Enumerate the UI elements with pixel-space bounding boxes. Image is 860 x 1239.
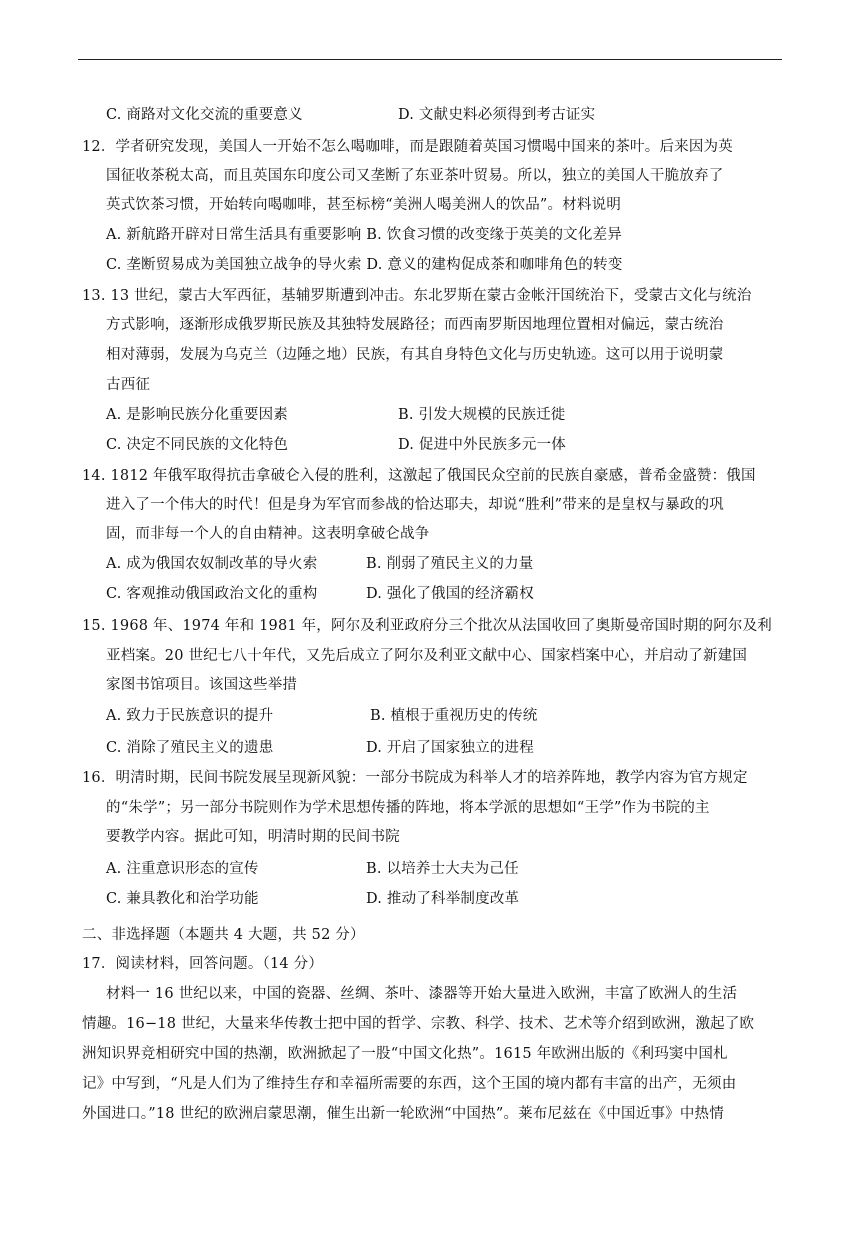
q14-option-b: B. 削弱了殖民主义的力量 [366,556,534,572]
q15-option-a: A. 致力于民族意识的提升 [106,708,274,724]
q16-option-b: B. 以培养士大夫为己任 [366,861,519,877]
q15-option-d: D. 开启了国家独立的进程 [366,740,534,756]
q14-stem-line-3: 固，而非每一个人的自由精神。这表明拿破仑战争 [106,526,430,542]
q12-stem-line-1: 12．学者研究发现，美国人一开始不怎么喝咖啡，而是跟随着英国习惯喝中国来的茶叶。后来因为英 [82,139,733,155]
q16-option-c: C. 兼具教化和治学功能 [106,891,259,907]
q13-option-c: C. 决定不同民族的文化特色 [106,437,289,453]
q17-stem: 17．阅读材料，回答问题。（14 分） [82,956,324,972]
q15-stem-line-2: 亚档案。20 世纪七八十年代，又先后成立了阿尔及利亚文献中心、国家档案中心，并启动了新建国 [106,648,748,664]
q13-option-b: B. 引发大规模的民族迁徙 [398,407,566,423]
section-heading: 二、非选择题（本题共 4 大题，共 52 分） [82,927,365,943]
q15-stem-line-3: 家图书馆项目。该国这些举措 [106,677,298,693]
q17-material-line-4: 记》中写到，“凡是人们为了维持生存和幸福所需要的东西，这个王国的境内都有丰富的出产，无须由 [82,1076,737,1092]
q14-stem-line-1: 14. 1812 年俄军取得抗击拿破仑入侵的胜利，这激起了俄国民众空前的民族自豪感，普希金盛赞：俄国 [82,468,756,484]
q13-stem-line-2: 方式影响，逐渐形成俄罗斯民族及其独特发展路径；而西南罗斯因地理位置相对偏远，蒙古统治 [106,317,724,333]
q14-option-c: C. 客观推动俄国政治文化的重构 [106,586,318,602]
q13-option-d: D. 促进中外民族多元一体 [398,437,566,453]
q14-option-a: A. 成为俄国农奴制改革的导火索 [106,556,318,572]
q17-material-line-3: 洲知识界竞相研究中国的热潮，欧洲掀起了一股“中国文化热”。1615 年欧洲出版的《利玛窦中国札 [82,1046,728,1062]
q17-material-line-5: 外国进口。”18 世纪的欧洲启蒙思潮，催生出新一轮欧洲“中国热”。莱布尼兹在《中国近事》中热情 [82,1106,724,1122]
q12-options-cd: C. 垄断贸易成为美国独立战争的导火索 D. 意义的建构促成茶和咖啡角色的转变 [106,257,623,273]
q16-option-d: D. 推动了科举制度改革 [366,891,520,907]
q15-option-c: C. 消除了殖民主义的遗患 [106,740,274,756]
q15-stem-line-1: 15. 1968 年、1974 年和 1981 年，阿尔及利亚政府分三个批次从法国收回了奥斯曼帝国时期的阿尔及利 [82,618,773,634]
q14-option-d: D. 强化了俄国的经济霸权 [366,586,534,602]
q13-stem-line-1: 13. 13 世纪，蒙古大军西征，基辅罗斯遭到冲击。东北罗斯在蒙古金帐汗国统治下，受蒙古文化与统治 [82,288,752,304]
header-rule [78,59,782,60]
q16-stem-line-1: 16．明清时期，民间书院发展呈现新风貌：一部分书院成为科举人才的培养阵地，教学内容为官方规定 [82,770,748,786]
q13-option-a: A. 是影响民族分化重要因素 [106,407,288,423]
q11-option-d: D. 文献史料必须得到考古证实 [398,107,596,123]
q12-stem-line-2: 国征收茶税太高，而且英国东印度公司又垄断了东亚茶叶贸易。所以，独立的美国人干脆放弃了 [106,168,724,184]
q17-material-line-2: 情趣。16−18 世纪，大量来华传教士把中国的哲学、宗教、科学、技术、艺术等介绍到欧洲，激起了欧 [82,1016,755,1032]
q16-option-a: A. 注重意识形态的宣传 [106,861,259,877]
q12-stem-line-3: 英式饮茶习惯，开始转向喝咖啡，甚至标榜“美洲人喝美洲人的饮品”。材料说明 [106,197,622,213]
q11-option-c: C. 商路对文化交流的重要意义 [106,107,303,123]
q17-material-line-1: 材料一 16 世纪以来，中国的瓷器、丝绸、茶叶、漆器等开始大量进入欧洲，丰富了欧洲人的生活 [106,986,738,1002]
q15-option-b: B. 植根于重视历史的传统 [370,708,538,724]
q16-stem-line-2: 的“朱学”；另一部分书院则作为学术思想传播的阵地，将本学派的思想如“王学”作为书院的主 [106,800,710,816]
q13-stem-line-4: 古西征 [106,377,151,393]
q13-stem-line-3: 相对薄弱，发展为乌克兰（边陲之地）民族，有其自身特色文化与历史轨迹。这可以用于说明蒙 [106,347,724,363]
q14-stem-line-2: 进入了一个伟大的时代！但是身为军官而参战的恰达耶夫，却说“胜利”带来的是皇权与暴政的巩 [106,497,724,513]
q12-options-ab: A. 新航路开辟对日常生活具有重要影响 B. 饮食习惯的改变缘于英美的文化差异 [106,227,622,243]
q16-stem-line-3: 要教学内容。据此可知，明清时期的民间书院 [106,829,400,845]
